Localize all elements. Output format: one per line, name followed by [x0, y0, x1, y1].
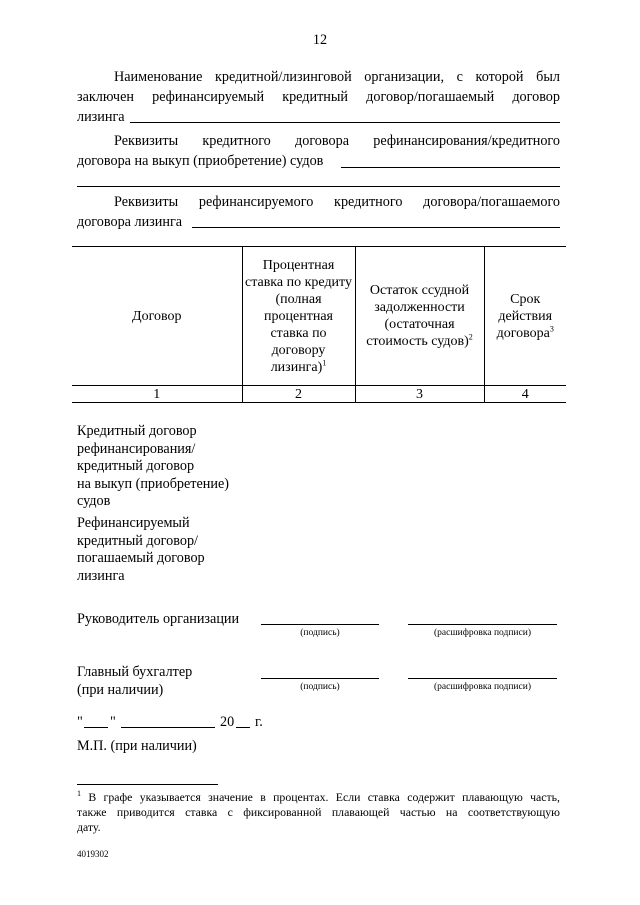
head-sign-line[interactable]: [261, 624, 379, 625]
col-number-2: 2: [242, 386, 355, 403]
date-year-prefix: 20: [220, 714, 235, 730]
date-day-line[interactable]: [84, 727, 108, 728]
accountant-decode-line[interactable]: [408, 678, 557, 679]
head-label: Руководитель организации: [77, 611, 240, 627]
col-number-4: 4: [484, 386, 566, 403]
para1-line1: Наименование кредитной/лизинговой организации, с которой был: [114, 69, 560, 85]
fill-line-requisites-2[interactable]: [77, 186, 560, 187]
footnote-line1: $^1$ В графе указывается значение в процентах. Если ставка содержит плавающую часть,: [77, 789, 561, 804]
fill-line-org[interactable]: [130, 122, 560, 123]
col-number-3: 3: [355, 386, 484, 403]
date-quote-open: ": [77, 714, 83, 730]
date-year-line[interactable]: [236, 727, 250, 728]
fill-line-refinanced[interactable]: [192, 227, 560, 228]
accountant-sign-caption: (подпись): [300, 682, 340, 692]
stamp-label: М.П. (при наличии): [77, 738, 197, 754]
head-decode-line[interactable]: [408, 624, 557, 625]
footnote-marker: 1: [77, 789, 81, 799]
row-label-refinanced: Рефинансируемый кредитный договор/ погашаемый договор лизинга: [77, 515, 205, 584]
accountant-decode-caption: (расшифровка подписи): [434, 682, 531, 692]
date-year-suffix: г.: [255, 714, 263, 730]
contracts-table: [72, 246, 566, 403]
row-label-refinancing: Кредитный договор рефинансирования/ кредитный договор на выкуп (приобретение) судов: [77, 423, 230, 509]
footnote-separator: [77, 784, 218, 785]
para2-line2: договора на выкуп (приобретение) судов: [77, 153, 324, 169]
para1-line3: лизинга: [77, 109, 125, 125]
page-number: 12: [312, 32, 328, 48]
header-balance: Остаток ссудной задолженности (остаточная стоимость судов)$^2$: [355, 247, 484, 386]
document-code: 4019302: [77, 849, 109, 859]
para3-line1: Реквизиты рефинансируемого кредитного договора/погашаемого: [114, 194, 560, 210]
para2-line1: Реквизиты кредитного договора рефинансирования/кредитного: [114, 133, 560, 149]
accountant-sign-line[interactable]: [261, 678, 379, 679]
footnote-line2: также приводится ставка с фиксированной плавающей частью на соответствующую: [77, 805, 560, 819]
date-quote-close: ": [110, 714, 116, 730]
header-term: Срок действия договора$^3$: [484, 247, 566, 386]
head-decode-caption: (расшифровка подписи): [434, 628, 531, 638]
head-sign-caption: (подпись): [300, 628, 340, 638]
header-rate: Процентная ставка по кредиту (полная процентная ставка по договору лизинга)$^1$: [242, 247, 355, 386]
para3-line2: договора лизинга: [77, 214, 183, 230]
accountant-label-note: (при наличии): [77, 682, 164, 698]
fill-line-requisites-1[interactable]: [341, 167, 560, 168]
para1-line2: заключен рефинансируемый кредитный договор/погашаемый договор: [77, 89, 560, 105]
header-contract: Договор: [72, 247, 242, 386]
accountant-label: Главный бухгалтер: [77, 664, 193, 680]
date-month-line[interactable]: [121, 727, 215, 728]
col-number-1: 1: [72, 386, 242, 403]
footnote-line3: дату.: [77, 820, 101, 834]
